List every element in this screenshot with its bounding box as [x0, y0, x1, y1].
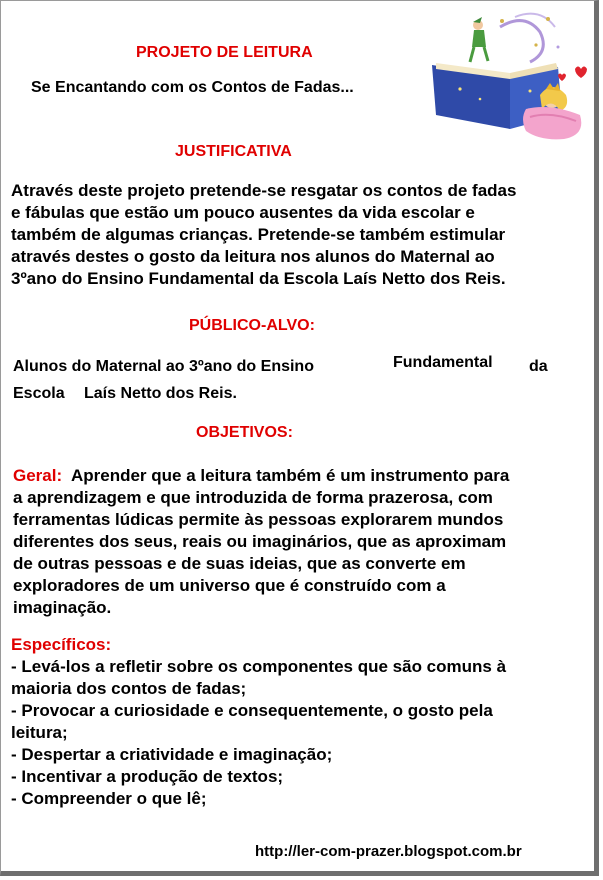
list-item: maioria dos contos de fadas; — [11, 679, 247, 698]
geral-first-line: Aprender que a leitura também é um instrumento para — [62, 466, 510, 485]
list-item: - Compreender o que lê; — [11, 789, 207, 808]
project-title: PROJETO DE LEITURA — [136, 44, 313, 61]
publico-text-1a: Alunos do Maternal ao 3ºano do Ensino — [13, 358, 314, 375]
text-line: exploradores de um universo que é construído com a — [13, 576, 446, 595]
text-line: ferramentas lúdicas permite às pessoas explorarem mundos — [13, 510, 504, 529]
blog-url: http://ler-com-prazer.blogspot.com.br — [255, 843, 522, 860]
publico-text-2b: Laís Netto dos Reis. — [84, 385, 237, 402]
project-subtitle: Se Encantando com os Contos de Fadas... — [31, 79, 354, 96]
justificativa-heading: JUSTIFICATIVA — [175, 143, 292, 160]
publico-text-2a: Escola — [13, 385, 65, 402]
list-item: - Incentivar a produção de textos; — [11, 767, 284, 786]
list-item: - Levá-los a refletir sobre os componentes que são comuns à — [11, 657, 507, 676]
list-item: - Provocar a curiosidade e consequentemente, o gosto pela — [11, 701, 493, 720]
text-line: de outras pessoas e de suas ideias, que as converte em — [13, 554, 466, 573]
especificos-label: Específicos: — [11, 635, 112, 654]
text-line: imaginação. — [13, 598, 112, 617]
text-line: Através deste projeto pretende-se resgatar os contos de fadas — [11, 181, 517, 200]
text-line: diferentes dos seus, reais ou imaginários, que as aproximam — [13, 532, 507, 551]
objetivos-heading: OBJETIVOS: — [196, 424, 293, 441]
text-line: a aprendizagem e que introduzida de forma prazerosa, com — [13, 488, 493, 507]
publico-text-1c: da — [529, 358, 548, 375]
text-line: 3ºano do Ensino Fundamental da Escola Laís Netto dos Reis. — [11, 269, 506, 288]
text-line: através destes o gosto da leitura nos alunos do Maternal ao — [11, 247, 495, 266]
objetivo-geral-text — [13, 465, 509, 619]
list-item: - Despertar a criatividade e imaginação; — [11, 745, 333, 764]
geral-label: Geral: — [13, 466, 63, 485]
list-item: leitura; — [11, 723, 68, 742]
fairy-tale-book-illustration — [430, 7, 590, 142]
publico-text-1b: Fundamental — [393, 354, 493, 371]
justificativa-text — [11, 180, 516, 290]
text-line — [13, 465, 509, 487]
publico-alvo-heading: PÚBLICO-ALVO: — [189, 317, 315, 334]
text-line: também de algumas crianças. Pretende-se também estimular — [11, 225, 506, 244]
text-line: e fábulas que estão um pouco ausentes da vida escolar e — [11, 203, 475, 222]
objetivos-especificos-text — [11, 634, 506, 810]
